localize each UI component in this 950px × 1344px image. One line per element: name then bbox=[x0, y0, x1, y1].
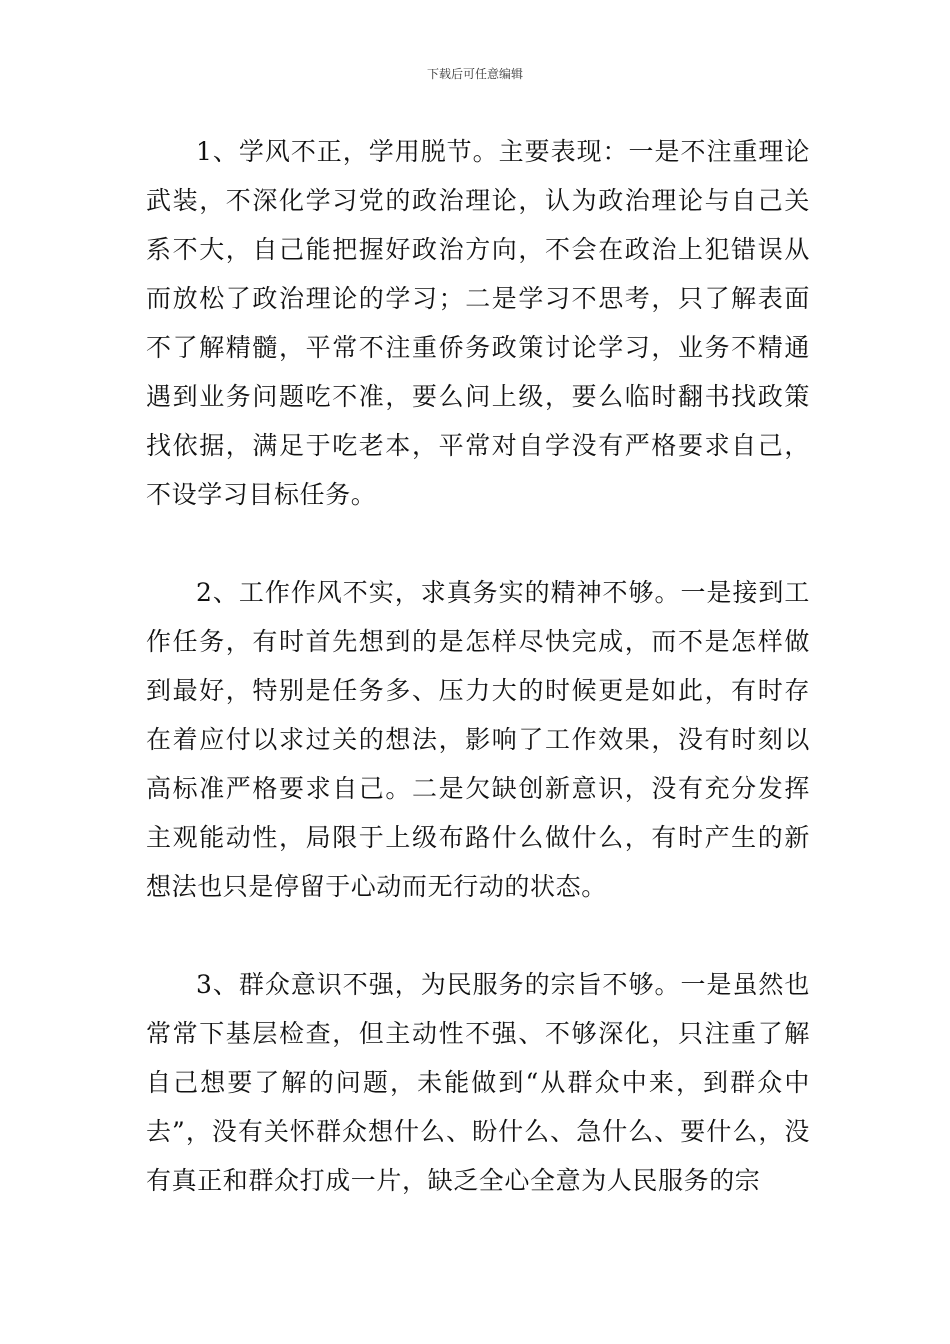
paragraph-3: 3、群众意识不强，为民服务的宗旨不够。一是虽然也常常下基层检查，但主动性不强、不够深化，只注重了解自己想要了解的问题，未能做到“从群众中来，到群众中去”，没有关怀群众想什么、盼什么、急什么、要什么，没有真正和群众打成一片，缺乏全心全意为人民服务的宗 bbox=[146, 970, 810, 1195]
paragraph-1: 1、学风不正，学用脱节。主要表现：一是不注重理论武装，不深化学习党的政治理论，认为政治理论与自己关系不大，自己能把握好政治方向，不会在政治上犯错误从而放松了政治理论的学习；二是学习不思考，只了解表面不了解精髓，平常不注重侨务政策讨论学习，业务不精通遇到业务问题吃不准，要么问上级，要么临时翻书找政策找依据，满足于吃老本，平常对自学没有严格要求自己，不设学习目标任务。 bbox=[146, 137, 810, 509]
header-note: 下载后可任意编辑 bbox=[426, 67, 523, 81]
paragraph-2: 2、工作作风不实，求真务实的精神不够。一是接到工作任务，有时首先想到的是怎样尽快完成，而不是怎样做到最好，特别是任务多、压力大的时候更是如此，有时存在着应付以求过关的想法，影响了工作效果，没有时刻以高标准严格要求自己。二是欠缺创新意识，没有充分发挥主观能动性，局限于上级布路什么做什么，有时产生的新想法也只是停留于心动而无行动的状态。 bbox=[146, 578, 810, 901]
document-body bbox=[146, 127, 810, 1205]
